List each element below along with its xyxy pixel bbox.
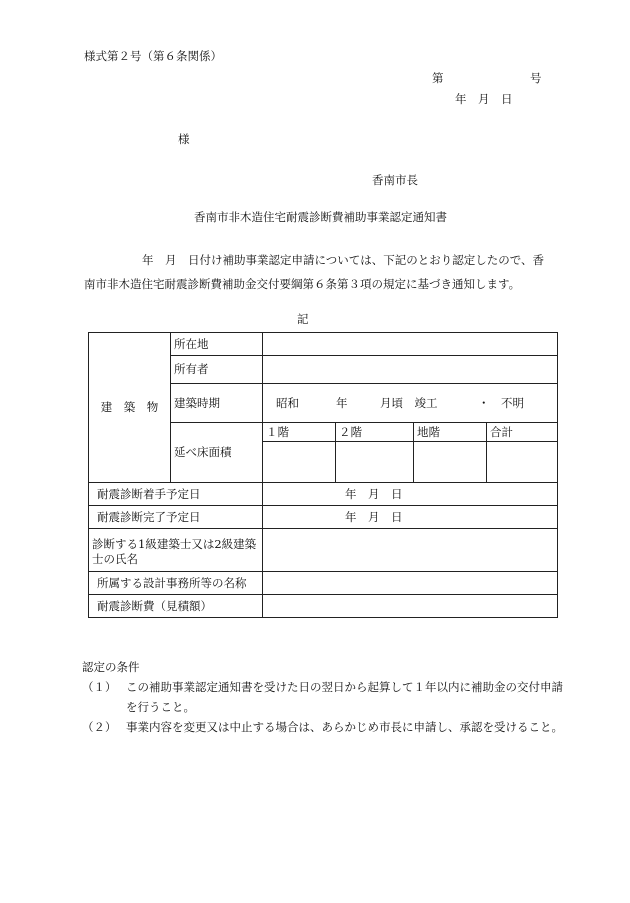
conditions-title: 認定の条件 [82, 660, 140, 674]
form-number: 様式第２号（第６条関係） [84, 49, 222, 63]
floor-value-1f[interactable] [263, 442, 336, 483]
end-date-label: 耐震診断完了予定日 [89, 506, 263, 529]
floor-value-total[interactable] [487, 442, 558, 483]
year-unit: 年 [336, 395, 348, 410]
construction-period-value[interactable] [263, 384, 558, 423]
condition-number: （１） [82, 680, 117, 694]
floor-area-label: 延べ床面積 [171, 423, 263, 483]
floor-header-2f: ２階 [336, 423, 414, 442]
floor-header-1f: １階 [263, 423, 336, 442]
addressee-honorific: 様 [178, 132, 190, 146]
ki-heading: 記 [297, 312, 309, 326]
end-date-value[interactable]: 年 月 日 [263, 506, 558, 529]
floor-value-2f[interactable] [336, 442, 414, 483]
condition-item [82, 717, 572, 737]
construction-period-label: 建築時期 [171, 384, 263, 423]
floor-header-basement: 地階 [414, 423, 487, 442]
floor-value-basement[interactable] [414, 442, 487, 483]
start-date-label: 耐震診断着手予定日 [89, 483, 263, 506]
architect-value[interactable] [263, 529, 558, 572]
conditions-section [82, 657, 572, 737]
doc-number-prefix: 第 [432, 71, 444, 85]
application-table [88, 332, 558, 618]
era: 昭和 [276, 395, 299, 410]
unknown-option: ・ 不明 [478, 395, 524, 410]
condition-number: （２） [82, 720, 117, 734]
condition-text: 事業内容を変更又は中止する場合は、あらかじめ市長に申請し、承認を受けること。 [126, 720, 563, 734]
location-value[interactable] [263, 333, 558, 356]
doc-number-suffix: 号 [530, 71, 542, 85]
floor-header-total: 合計 [487, 423, 558, 442]
issue-date: 年 月 日 [455, 92, 513, 106]
building-label: 建 築 物 [89, 333, 171, 483]
condition-text: この補助事業認定通知書を受けた日の翌日から起算して１年以内に補助金の交付申請を行うこと。 [126, 680, 563, 714]
document-title: 香南市非木造住宅耐震診断費補助事業認定通知書 [194, 210, 447, 224]
owner-label: 所有者 [171, 356, 263, 384]
owner-value[interactable] [263, 356, 558, 384]
sender-name: 香南市長 [372, 173, 418, 187]
architect-label: 診断する1級建築士又は2級建築士の氏名 [89, 529, 263, 572]
month-completion: 月頃 竣工 [380, 395, 438, 410]
body-line2: 南市非木造住宅耐震診断費補助金交付要綱第６条第３項の規定に基づき通知します。 [84, 277, 521, 291]
cost-value[interactable] [263, 595, 558, 618]
cost-label: 耐震診断費（見積額） [89, 595, 263, 618]
start-date-value[interactable]: 年 月 日 [263, 483, 558, 506]
office-label: 所属する設計事務所等の名称 [89, 572, 263, 595]
condition-item [82, 677, 572, 717]
body-line1: 年 月 日付け補助事業認定申請については、下記のとおり認定したので、香 [142, 253, 545, 267]
body-text [84, 248, 574, 296]
location-label: 所在地 [171, 333, 263, 356]
office-value[interactable] [263, 572, 558, 595]
